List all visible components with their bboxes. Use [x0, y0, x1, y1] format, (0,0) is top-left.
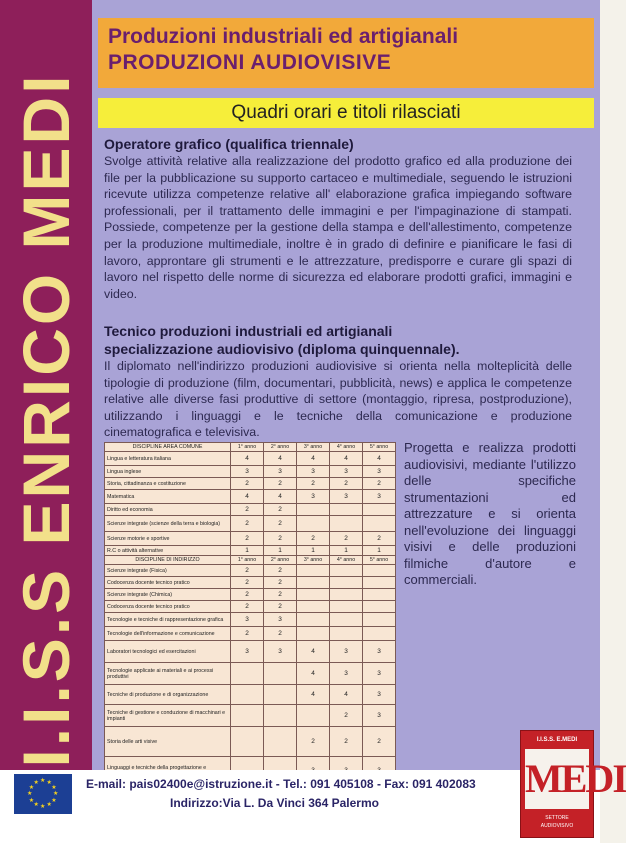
- hours-cell: 1: [330, 546, 363, 556]
- table-row: [105, 466, 396, 478]
- subject-cell: Scienze integrate (scienze della terra e biologia): [105, 516, 231, 532]
- school-name-vertical: I.I.S.S ENRICO MEDI: [9, 72, 83, 768]
- hours-cell: 3: [297, 466, 330, 478]
- hours-cell: 1: [363, 546, 396, 556]
- hours-cell: 2: [231, 478, 264, 490]
- table-row: [105, 546, 396, 556]
- year-header-5: 5° anno: [363, 443, 396, 452]
- table-row: [105, 532, 396, 546]
- table-row: [105, 504, 396, 516]
- hours-cell: 2: [297, 727, 330, 757]
- hours-cell: [363, 601, 396, 613]
- hours-cell: 2: [231, 565, 264, 577]
- subject-cell: Storia, cittadinanza e costituzione: [105, 478, 231, 490]
- footer-address: Indirizzo:Via L. Da Vinci 364 Palermo: [170, 796, 379, 810]
- logo-mark: MEDI: [525, 749, 589, 809]
- subject-cell: Laboratori tecnologici ed esercitazioni: [105, 641, 231, 663]
- hours-cell: 2: [297, 478, 330, 490]
- table-row: [105, 663, 396, 685]
- hours-cell: 3: [363, 663, 396, 685]
- footer-contacts: E-mail: pais02400e@istruzione.it - Tel.: 091 405108 - Fax: 091 402083: [86, 777, 476, 791]
- hours-cell: 2: [231, 627, 264, 641]
- hours-cell: 2: [363, 727, 396, 757]
- hours-cell: [363, 613, 396, 627]
- table-row: [105, 627, 396, 641]
- logo-bottom-text-2: AUDIOVISIVO: [540, 823, 574, 829]
- table-row: [105, 589, 396, 601]
- hours-cell: 3: [264, 466, 297, 478]
- hours-cell: 2: [264, 532, 297, 546]
- subject-cell: Tecnologie dell'informazione e comunicazione: [105, 627, 231, 641]
- hours-cell: [330, 613, 363, 627]
- common-header-row: [105, 443, 396, 452]
- star-icon: ★: [27, 791, 33, 797]
- hours-cell: 3: [363, 685, 396, 705]
- hours-cell: 2: [330, 705, 363, 727]
- hours-cell: 4: [231, 452, 264, 466]
- hours-cell: 3: [330, 466, 363, 478]
- hours-cell: 4: [297, 663, 330, 685]
- hours-cell: 4: [330, 685, 363, 705]
- hours-cell: 4: [264, 452, 297, 466]
- hours-cell: [231, 685, 264, 705]
- year-header-5: 5° anno: [363, 556, 396, 565]
- year-header-2: 2° anno: [264, 556, 297, 565]
- subject-cell: Storia delle arti visive: [105, 727, 231, 757]
- table-row: [105, 613, 396, 627]
- hours-cell: 1: [297, 546, 330, 556]
- hours-cell: 2: [264, 516, 297, 532]
- hours-cell: 2: [231, 532, 264, 546]
- hours-cell: 2: [264, 589, 297, 601]
- subject-cell: Codocenza docente tecnico pratico: [105, 577, 231, 589]
- star-icon: ★: [53, 791, 59, 797]
- hours-cell: 2: [330, 478, 363, 490]
- hours-cell: 3: [363, 641, 396, 663]
- hours-cell: [330, 589, 363, 601]
- star-icon: ★: [40, 778, 46, 784]
- hours-cell: [363, 504, 396, 516]
- year-header-3: 3° anno: [297, 443, 330, 452]
- table-row: [105, 577, 396, 589]
- hours-cell: [363, 577, 396, 589]
- school-logo: [520, 730, 626, 838]
- logo-top-text: I.I.S.S. E.MEDI: [536, 737, 578, 743]
- table-row: [105, 727, 396, 757]
- section-body: Il diplomato nell'indirizzo produzioni audiovisive si orienta nella molteplicità delle tipologie di produzione (film, documentari, pubblicità, news) e applica le competenze relative alle diverse fasi produttive di settore (montaggio, ripresa, postproduzione), utilizzando i linguaggi e le tecniche della comunicazione e produzione cinematografica e televisiva.: [104, 359, 572, 440]
- hours-cell: [297, 627, 330, 641]
- hours-cell: 2: [330, 532, 363, 546]
- star-icon: ★: [33, 779, 39, 786]
- year-header-4: 4° anno: [330, 556, 363, 565]
- subject-cell: Tecniche di gestione e conduzione di macchinari e impianti: [105, 705, 231, 727]
- hours-cell: [330, 627, 363, 641]
- star-icon: ★: [46, 802, 52, 809]
- star-icon: ★: [51, 784, 57, 791]
- hours-cell: 4: [231, 490, 264, 504]
- header-banner: [98, 18, 594, 88]
- subject-cell: Scienze integrate (Chimica): [105, 589, 231, 601]
- section-title: Operatore grafico (qualifica triennale): [104, 136, 354, 152]
- hours-cell: 3: [363, 705, 396, 727]
- section-tecnico-audiovisivo: [104, 322, 572, 441]
- hours-cell: [231, 663, 264, 685]
- hours-cell: 3: [231, 613, 264, 627]
- hours-cell: [297, 565, 330, 577]
- side-description: Progetta e realizza prodotti audiovisivi, mediante l'utilizzo delle specifiche strumentazioni ed attrezzature e si orienta nell'evoluzione dei linguaggi visivi e delle produzioni filmiche d'autore e commerciali.: [404, 440, 576, 587]
- hours-cell: 2: [231, 589, 264, 601]
- hours-cell: [363, 565, 396, 577]
- star-icon: ★: [28, 784, 35, 791]
- subject-cell: Tecnologie e tecniche di rappresentazione grafica: [105, 613, 231, 627]
- hours-cell: 4: [297, 641, 330, 663]
- subject-cell: Matematica: [105, 490, 231, 504]
- hours-cell: 4: [363, 452, 396, 466]
- hours-cell: [330, 516, 363, 532]
- section-heading: Quadri orari e titoli rilasciati: [98, 98, 594, 128]
- hours-cell: [297, 516, 330, 532]
- hours-cell: 2: [363, 532, 396, 546]
- subject-cell: Codocenza docente tecnico pratico: [105, 601, 231, 613]
- hours-cell: [330, 565, 363, 577]
- subject-cell: Scienze motorie e sportive: [105, 532, 231, 546]
- table-row: [105, 516, 396, 532]
- table-row: [105, 685, 396, 705]
- hours-cell: 2: [231, 577, 264, 589]
- hours-cell: 3: [330, 490, 363, 504]
- hours-cell: [330, 504, 363, 516]
- specific-header: DISCIPLINE DI INDIRIZZO: [105, 556, 231, 565]
- subject-cell: Scienze integrate (Fisica): [105, 565, 231, 577]
- eu-flag-icon: [14, 774, 72, 814]
- year-header-1: 1° anno: [231, 556, 264, 565]
- table-row: [105, 490, 396, 504]
- hours-cell: [297, 705, 330, 727]
- table-row: [105, 705, 396, 727]
- star-icon: ★: [40, 804, 46, 810]
- hours-cell: [363, 627, 396, 641]
- hours-cell: 3: [330, 641, 363, 663]
- year-header-1: 1° anno: [231, 443, 264, 452]
- hours-cell: 3: [264, 641, 297, 663]
- hours-cell: 1: [231, 546, 264, 556]
- table-row: [105, 478, 396, 490]
- hours-cell: 2: [231, 504, 264, 516]
- hours-cell: 3: [297, 490, 330, 504]
- hours-cell: [264, 705, 297, 727]
- hours-cell: [363, 516, 396, 532]
- logo-bottom-text-1: SETTORE: [545, 815, 569, 821]
- subject-cell: Tecnologie applicate ai materiali e ai processi produttivi: [105, 663, 231, 685]
- section-title-line2: specializzazione audiovisivo (diploma quinquennale).: [104, 341, 460, 357]
- sidebar: [0, 0, 92, 843]
- section-operatore-grafico: [104, 135, 572, 302]
- table-row: [105, 641, 396, 663]
- hours-cell: 2: [264, 601, 297, 613]
- hours-cell: 2: [264, 627, 297, 641]
- star-icon: ★: [33, 802, 39, 809]
- hours-cell: [330, 601, 363, 613]
- header-title: Produzioni industriali ed artigianali: [108, 25, 459, 48]
- section-title-line1: Tecnico produzioni industriali ed artigianali: [104, 323, 393, 339]
- hours-cell: 3: [231, 641, 264, 663]
- hours-cell: 3: [363, 490, 396, 504]
- table-row: [105, 452, 396, 466]
- timetable-grid: [104, 442, 396, 785]
- hours-cell: [297, 613, 330, 627]
- hours-cell: [297, 504, 330, 516]
- section-body: Svolge attività relative alla realizzazione del prodotto grafico ed alla produzione dei file per la pubblicazione su supporto cartaceo e multimediale, seguendo le istruzioni ricevute utilizza competenze relative all' elaborazione grafica impiegando software professionali, per il trattamento delle immagini e per l'impaginazione di stampati. Possiede, competenze per la gestione della stampa e dell'allestimento, competenze per la produzione multimediale, inoltre è in grado di definire e pianificare le fasi di lavoro, approntare gli strumenti e le attrezzature, predisporre e curare gli spazi di lavoro nel rispetto delle norme di sicurezza ed elaborare prodotti grafici, immagini e video.: [104, 154, 572, 301]
- hours-cell: [264, 685, 297, 705]
- hours-cell: 2: [264, 577, 297, 589]
- hours-cell: 3: [231, 466, 264, 478]
- hours-cell: 2: [264, 478, 297, 490]
- subject-cell: Lingua inglese: [105, 466, 231, 478]
- subject-cell: Diritto ed economia: [105, 504, 231, 516]
- hours-cell: 2: [330, 727, 363, 757]
- hours-cell: [264, 727, 297, 757]
- hours-cell: [231, 727, 264, 757]
- hours-cell: 4: [297, 685, 330, 705]
- star-icon: ★: [46, 779, 52, 786]
- hours-cell: 4: [264, 490, 297, 504]
- timetable: [104, 442, 396, 785]
- common-header: DISCIPLINE AREA COMUNE: [105, 443, 231, 452]
- subject-cell: Tecniche di produzione e di organizzazione: [105, 685, 231, 705]
- subject-cell: Linguaggi e tecniche della progettazione e: [105, 757, 231, 785]
- hours-cell: [363, 589, 396, 601]
- hours-cell: [264, 663, 297, 685]
- subject-cell: R.C o attività alternative: [105, 546, 231, 556]
- hours-cell: [297, 601, 330, 613]
- table-row: [105, 565, 396, 577]
- hours-cell: 2: [297, 532, 330, 546]
- hours-cell: 3: [363, 466, 396, 478]
- hours-cell: 4: [330, 452, 363, 466]
- subject-cell: Lingua e letteratura italiana: [105, 452, 231, 466]
- hours-cell: [297, 577, 330, 589]
- hours-cell: 3: [264, 613, 297, 627]
- hours-cell: 2: [264, 504, 297, 516]
- hours-cell: 1: [264, 546, 297, 556]
- hours-cell: 2: [363, 478, 396, 490]
- header-subtitle: PRODUZIONI AUDIOVISIVE: [108, 51, 392, 74]
- hours-cell: [330, 577, 363, 589]
- year-header-2: 2° anno: [264, 443, 297, 452]
- year-header-3: 3° anno: [297, 556, 330, 565]
- hours-cell: 2: [231, 601, 264, 613]
- hours-cell: [231, 705, 264, 727]
- hours-cell: 2: [264, 565, 297, 577]
- star-icon: ★: [51, 797, 57, 804]
- table-row: [105, 601, 396, 613]
- hours-cell: 3: [330, 663, 363, 685]
- specific-header-row: [105, 556, 396, 565]
- hours-cell: [297, 589, 330, 601]
- hours-cell: 2: [231, 516, 264, 532]
- star-icon: ★: [28, 797, 35, 804]
- year-header-4: 4° anno: [330, 443, 363, 452]
- hours-cell: 4: [297, 452, 330, 466]
